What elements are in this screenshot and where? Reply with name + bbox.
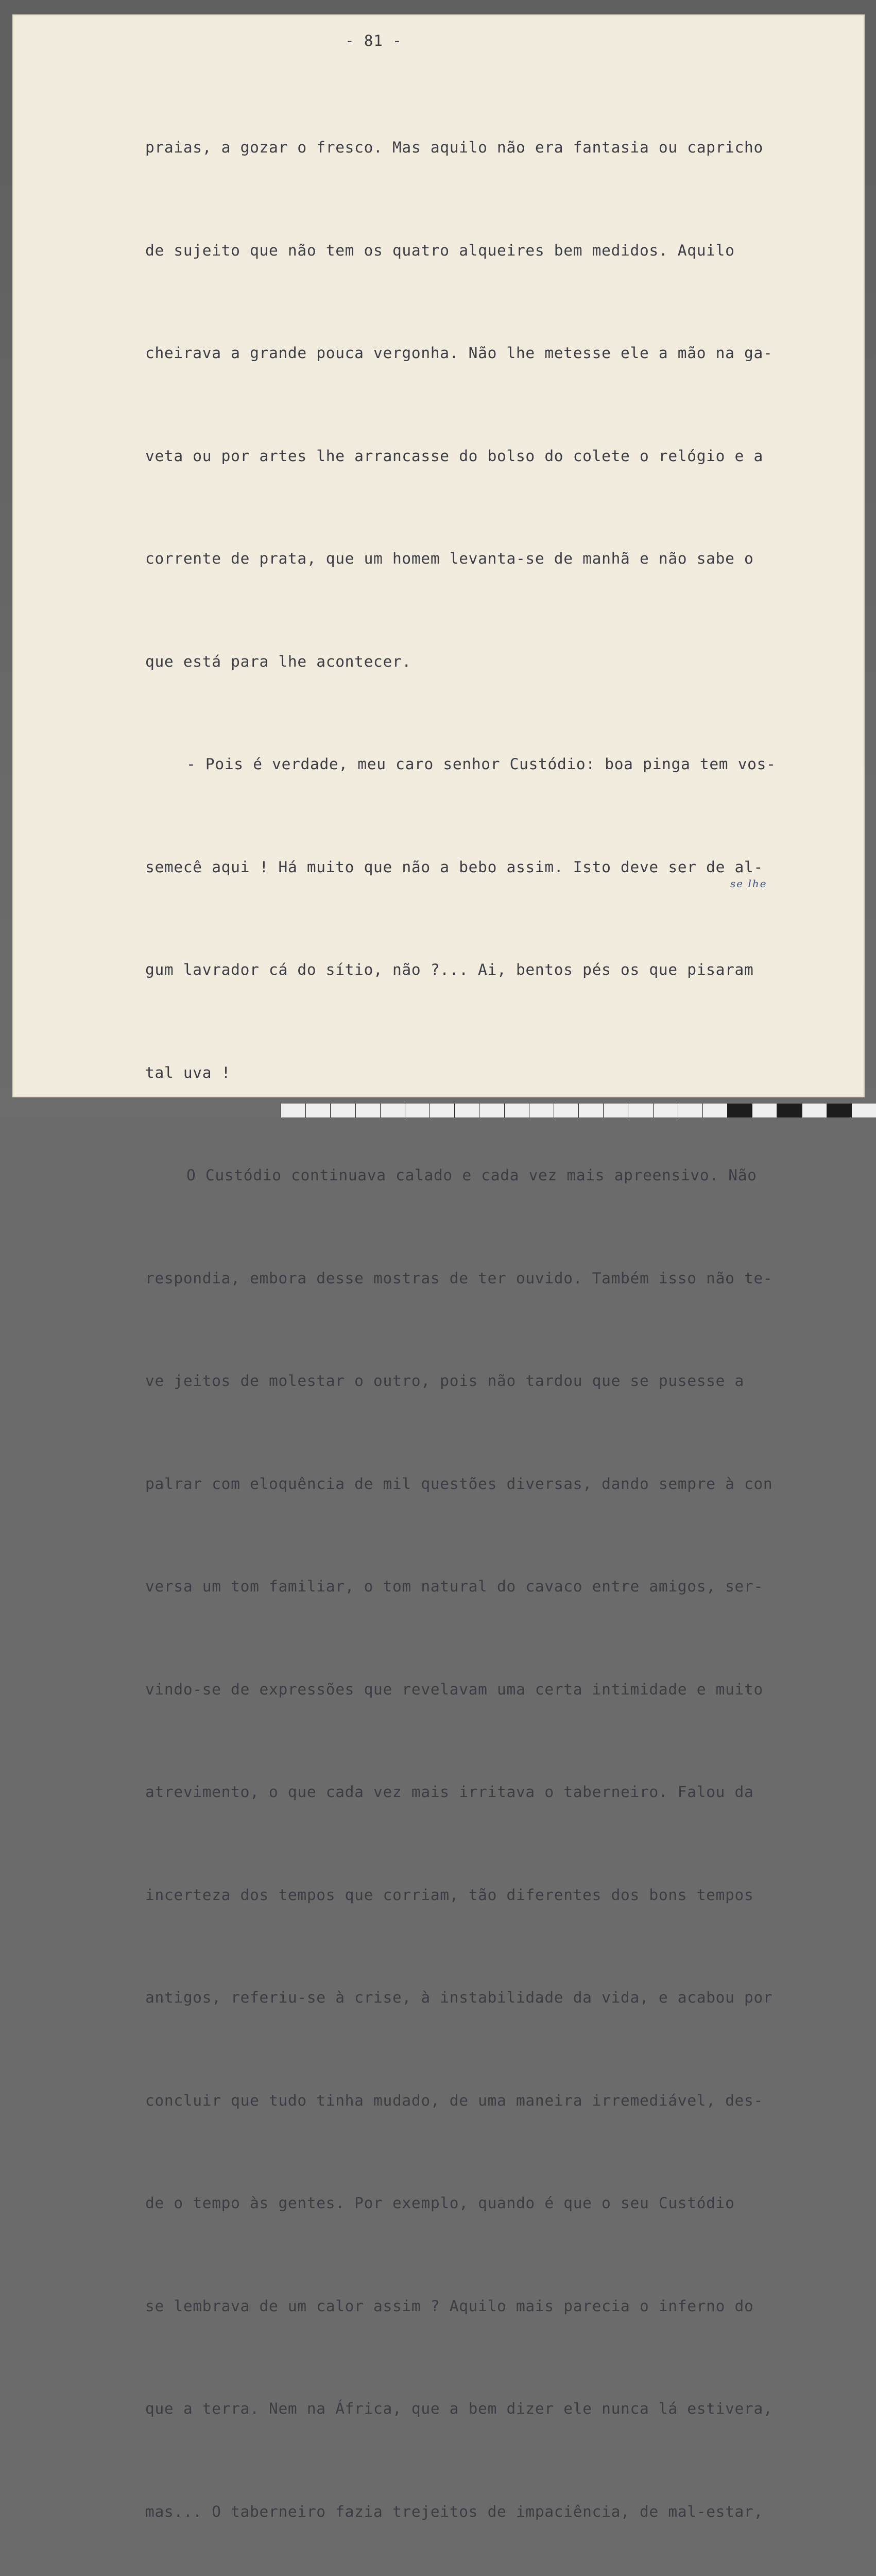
text-line: palrar com eloquência de mil questões diversas, dando sempre à con (145, 1475, 773, 1493)
text-line: de o tempo às gentes. Por exemplo, quando é que o seu Custódio (145, 2194, 735, 2212)
text-line: que a terra. Nem na África, que a bem dizer ele nunca lá estivera, (145, 2400, 773, 2417)
text-line: de sujeito que não tem os quatro alqueires bem medidos. Aquilo (145, 241, 735, 259)
scale-segment (554, 1104, 578, 1117)
color-scale-bar (281, 1104, 876, 1117)
scale-segment (479, 1104, 504, 1117)
text-line: cheirava a grande pouca vergonha. Não lhe metesse ele a mão na ga- (145, 344, 773, 362)
text-line: antigos, referiu-se à crise, à instabilidade da vida, e acabou por (145, 1989, 773, 2006)
text-line: gum lavrador cá do sítio, não ?... Ai, bentos pés os que pisaram (145, 961, 754, 978)
text-line: tal uva ! (145, 1063, 231, 1081)
scale-segment (802, 1104, 827, 1117)
scale-segment (405, 1104, 430, 1117)
text-line: O Custódio continuava calado e cada vez mais apreensivo. Não (186, 1166, 757, 1184)
text-line: mas... O taberneiro fazia trejeitos de impaciência, de mal-estar, (145, 2502, 763, 2520)
handwritten-annotation: se lhe (730, 877, 767, 890)
scale-segment (380, 1104, 405, 1117)
text-line: vindo-se de expressões que revelavam uma certa intimidade e muito (145, 1680, 763, 1698)
scale-segment (827, 1104, 851, 1117)
scale-segment (777, 1104, 801, 1117)
text-line: que está para lhe acontecer. (145, 652, 411, 670)
text-line: concluir que tudo tinha mudado, de uma maneira irremediável, des- (145, 2091, 763, 2109)
text-line: ve jeitos de molestar o outro, pois não tardou que se pusesse a (145, 1372, 745, 1389)
typed-text-body (145, 62, 856, 2576)
page-number: - 81 - (345, 32, 402, 49)
scale-segment (678, 1104, 702, 1117)
scale-segment (330, 1104, 355, 1117)
scale-segment (578, 1104, 603, 1117)
text-line: veta ou por artes lhe arrancasse do bolso do colete o relógio e a (145, 447, 763, 465)
text-line: respondia, embora desse mostras de ter ouvido. Também isso não te- (145, 1269, 773, 1287)
text-line: corrente de prata, que um homem levanta-se de manhã e não sabe o (145, 550, 754, 567)
text-line: semecê aqui ! Há muito que não a bebo assim. Isto deve ser de al- (145, 858, 763, 876)
text-line: se lembrava de um calor assim ? Aquilo mais parecia o inferno do (145, 2297, 754, 2315)
scale-segment (529, 1104, 554, 1117)
scale-segment (454, 1104, 479, 1117)
scale-segment (355, 1104, 380, 1117)
text-line: incerteza dos tempos que corriam, tão diferentes dos bons tempos (145, 1886, 754, 1904)
scale-segment (281, 1104, 305, 1117)
text-line: versa um tom familiar, o tom natural do cavaco entre amigos, ser- (145, 1578, 763, 1595)
scale-segment (430, 1104, 454, 1117)
scale-segment (752, 1104, 777, 1117)
scale-segment (628, 1104, 652, 1117)
text-line: atrevimento, o que cada vez mais irritava o taberneiro. Falou da (145, 1783, 754, 1801)
scale-segment (305, 1104, 330, 1117)
scale-segment (653, 1104, 678, 1117)
scale-segment (727, 1104, 752, 1117)
scale-segment (603, 1104, 628, 1117)
scale-segment (851, 1104, 876, 1117)
text-line: - Pois é verdade, meu caro senhor Custódio: boa pinga tem vos- (186, 755, 776, 773)
text-line: praias, a gozar o fresco. Mas aquilo não era fantasia ou capricho (145, 139, 763, 156)
scale-segment (702, 1104, 727, 1117)
scale-segment (504, 1104, 529, 1117)
